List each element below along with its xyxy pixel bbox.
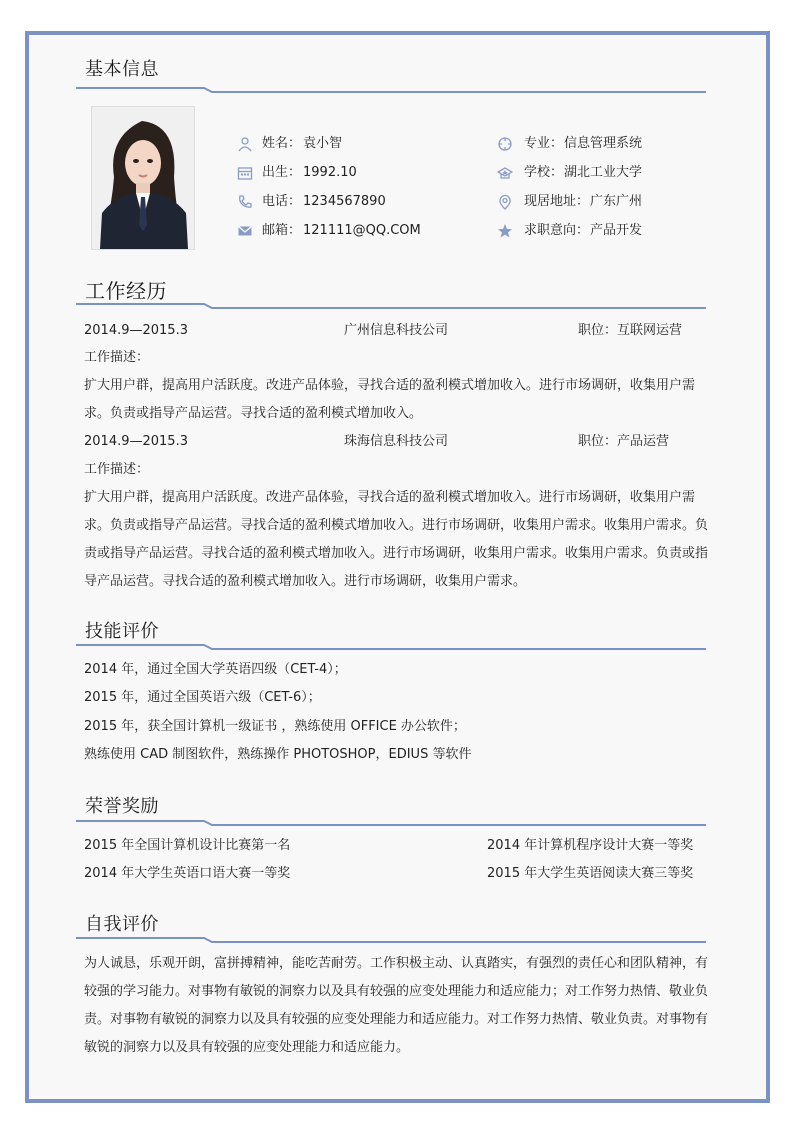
skill-item: 熟练使用 CAD 制图软件，熟练操作 PHOTOSHOP，EDIUS 等软件 bbox=[84, 747, 472, 762]
work-company: 珠海信息科技公司 bbox=[344, 434, 449, 449]
section-divider bbox=[76, 302, 706, 310]
star-icon bbox=[497, 223, 513, 239]
section-divider bbox=[76, 936, 706, 944]
phone-icon bbox=[237, 194, 253, 210]
person-icon bbox=[237, 136, 253, 152]
work-desc: 扩大用户群，提高用户活跃度。改进产品体验，寻找合适的盈利模式增加收入。进行市场调研，收集用户需求。负责或指导产品运营。寻找合适的盈利模式增加收入。 bbox=[84, 378, 696, 421]
honor-item: 2014 年大学生英语口语大赛一等奖 bbox=[84, 866, 291, 881]
location-pin-icon bbox=[497, 194, 513, 210]
profile-photo bbox=[91, 106, 195, 250]
compass-icon bbox=[497, 136, 513, 152]
envelope-icon bbox=[237, 223, 253, 239]
section-title-self: 自我评价 bbox=[85, 914, 159, 935]
section-divider bbox=[76, 819, 706, 827]
section-divider bbox=[76, 86, 706, 94]
work-company: 广州信息科技公司 bbox=[344, 323, 449, 338]
honor-item: 2015 年全国计算机设计比赛第一名 bbox=[84, 838, 291, 853]
work-desc-label: 工作描述： bbox=[84, 462, 150, 477]
section-title-work: 工作经历 bbox=[85, 279, 167, 303]
work-period: 2014.9—2015.3 bbox=[84, 323, 188, 338]
work-position: 职位：产品运营 bbox=[578, 434, 670, 449]
honor-item: 2015 年大学生英语阅读大赛三等奖 bbox=[487, 866, 694, 881]
school-icon bbox=[497, 165, 513, 181]
honor-item: 2014 年计算机程序设计大赛一等奖 bbox=[487, 838, 694, 853]
skill-item: 2014 年，通过全国大学英语四级（CET-4）； bbox=[84, 662, 347, 677]
section-title-skills: 技能评价 bbox=[85, 621, 159, 642]
skill-item: 2015 年，通过全国英语六级（CET-6）； bbox=[84, 690, 321, 705]
work-desc: 扩大用户群，提高用户活跃度。改进产品体验，寻找合适的盈利模式增加收入。进行市场调研，收集用户需求。负责或指导产品运营。寻找合适的盈利模式增加收入。进行市场调研，收集用户需求。收集用户需求。负责或指导产品运营。寻找合适的盈利模式增加收入。进行市场调研，收集用户需求。收集用户需求。负责或指导产品运营。寻找合适的盈利模式增加收入。进行市场调研，收集用户需求。 bbox=[84, 490, 709, 589]
section-divider bbox=[76, 643, 706, 651]
skill-item: 2015 年，获全国计算机一级证书 ，熟练使用 OFFICE 办公软件； bbox=[84, 719, 466, 734]
section-title-basic: 基本信息 bbox=[85, 59, 159, 80]
self-evaluation: 为人诚恳，乐观开朗，富拼搏精神，能吃苦耐劳。工作积极主动、认真踏实，有强烈的责任心和团队精神，有较强的学习能力。对事物有敏锐的洞察力以及具有较强的应变处理能力和适应能力；对工作努力热情、敬业负责。对事物有敏锐的洞察力以及具有较强的应变处理能力和适应能力。对工作努力热情、敬业负责。对事物有敏锐的洞察力以及具有较强的应变处理能力和适应能力。 bbox=[84, 956, 709, 1055]
work-position: 职位：互联网运营 bbox=[578, 323, 683, 338]
section-title-honors: 荣誉奖励 bbox=[85, 796, 159, 817]
calendar-icon bbox=[237, 165, 253, 181]
work-desc-label: 工作描述： bbox=[84, 350, 150, 365]
work-period: 2014.9—2015.3 bbox=[84, 434, 188, 449]
